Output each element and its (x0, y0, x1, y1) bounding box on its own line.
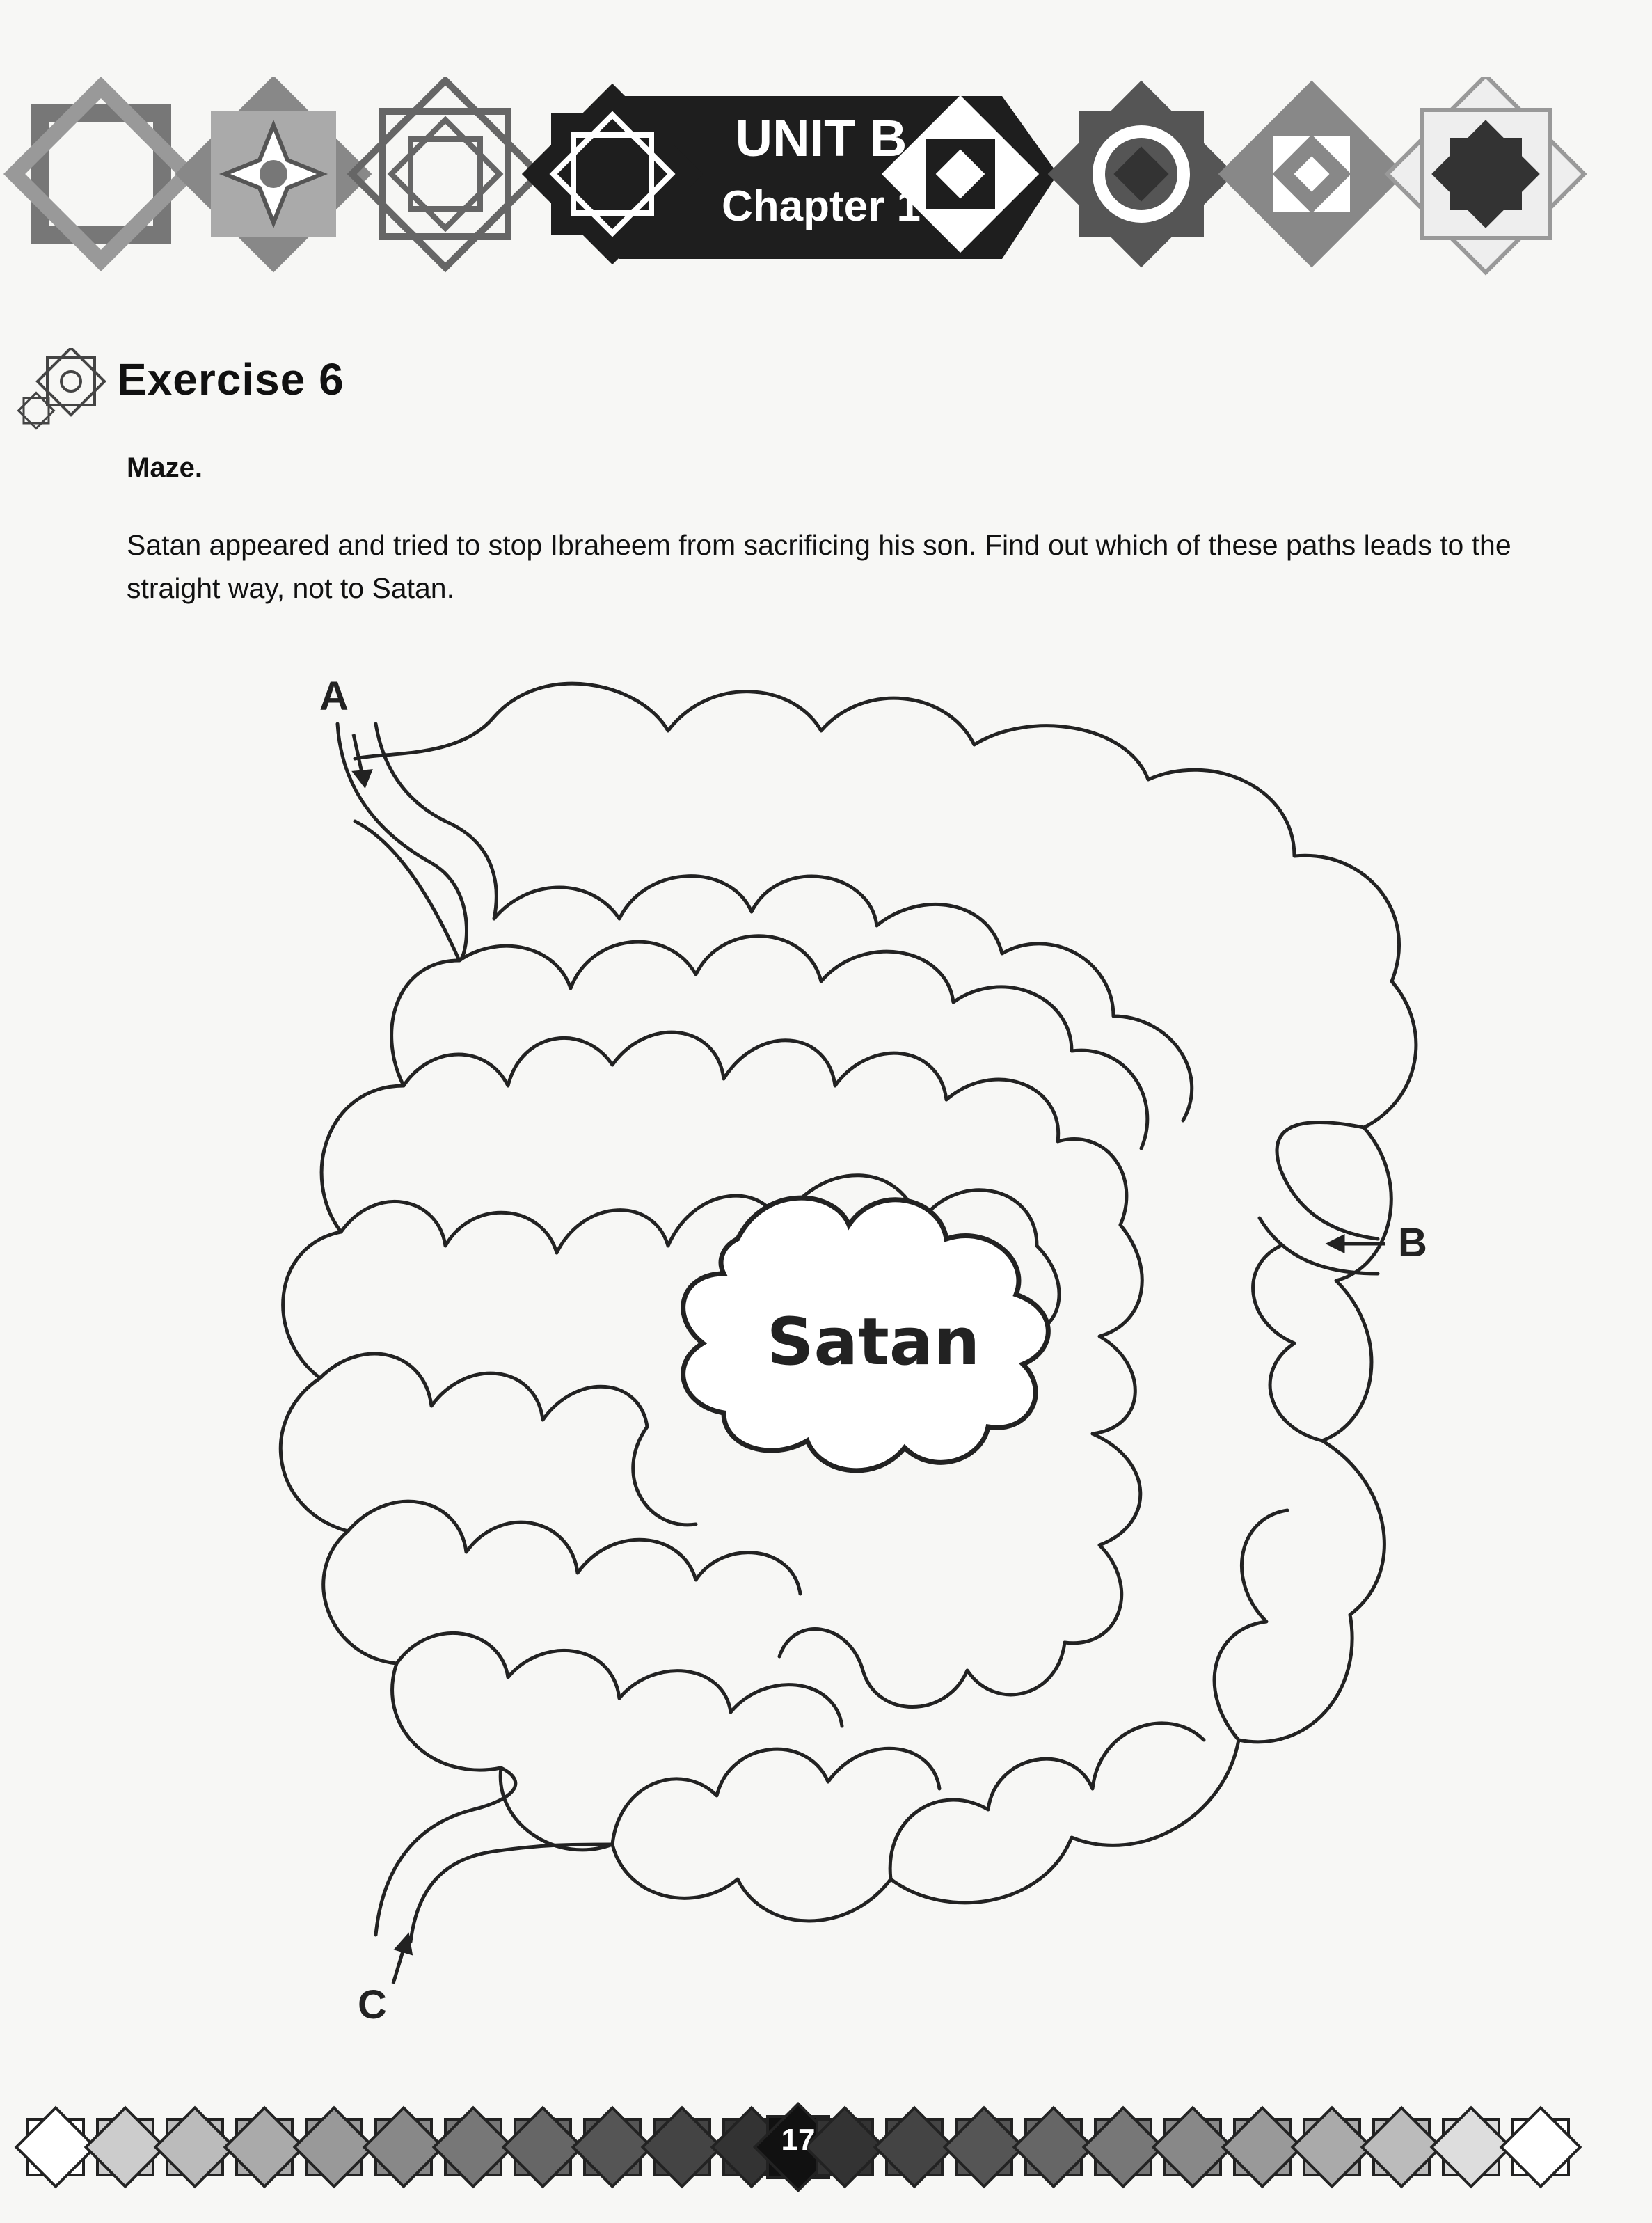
ornament-tile-7-icon (1218, 81, 1406, 268)
ornament-tile-6-icon (1048, 81, 1235, 268)
page-number: 17 (781, 2123, 816, 2157)
footer-ornament-band (0, 2102, 1652, 2192)
ornament-tile-2-icon (175, 77, 372, 272)
entrance-c-arrow-icon (393, 1936, 411, 1984)
chapter-title: Chapter 1 (722, 182, 921, 230)
unit-title: UNIT B (735, 109, 907, 167)
ornament-tile-8-icon (1388, 77, 1585, 272)
satan-label: Satan (766, 1304, 980, 1380)
ornament-tile-1-icon (15, 88, 188, 261)
entrance-b-label: B (1398, 1220, 1427, 1265)
ornament-tile-3-icon (352, 81, 539, 268)
exercise-title: Exercise 6 (117, 354, 344, 404)
instructions-text: Satan appeared and tried to stop Ibraheem from sacrificing his son. Find out which of these paths leads to the straight way, not to Satan. (127, 529, 1511, 604)
maze (167, 668, 1489, 2025)
activity-label: Maze. (127, 452, 202, 483)
entrance-a-label: A (319, 674, 349, 719)
header-ornament-band (0, 77, 1652, 285)
entrance-c-label: C (358, 1982, 387, 2025)
star-ornament-icon (17, 348, 107, 432)
